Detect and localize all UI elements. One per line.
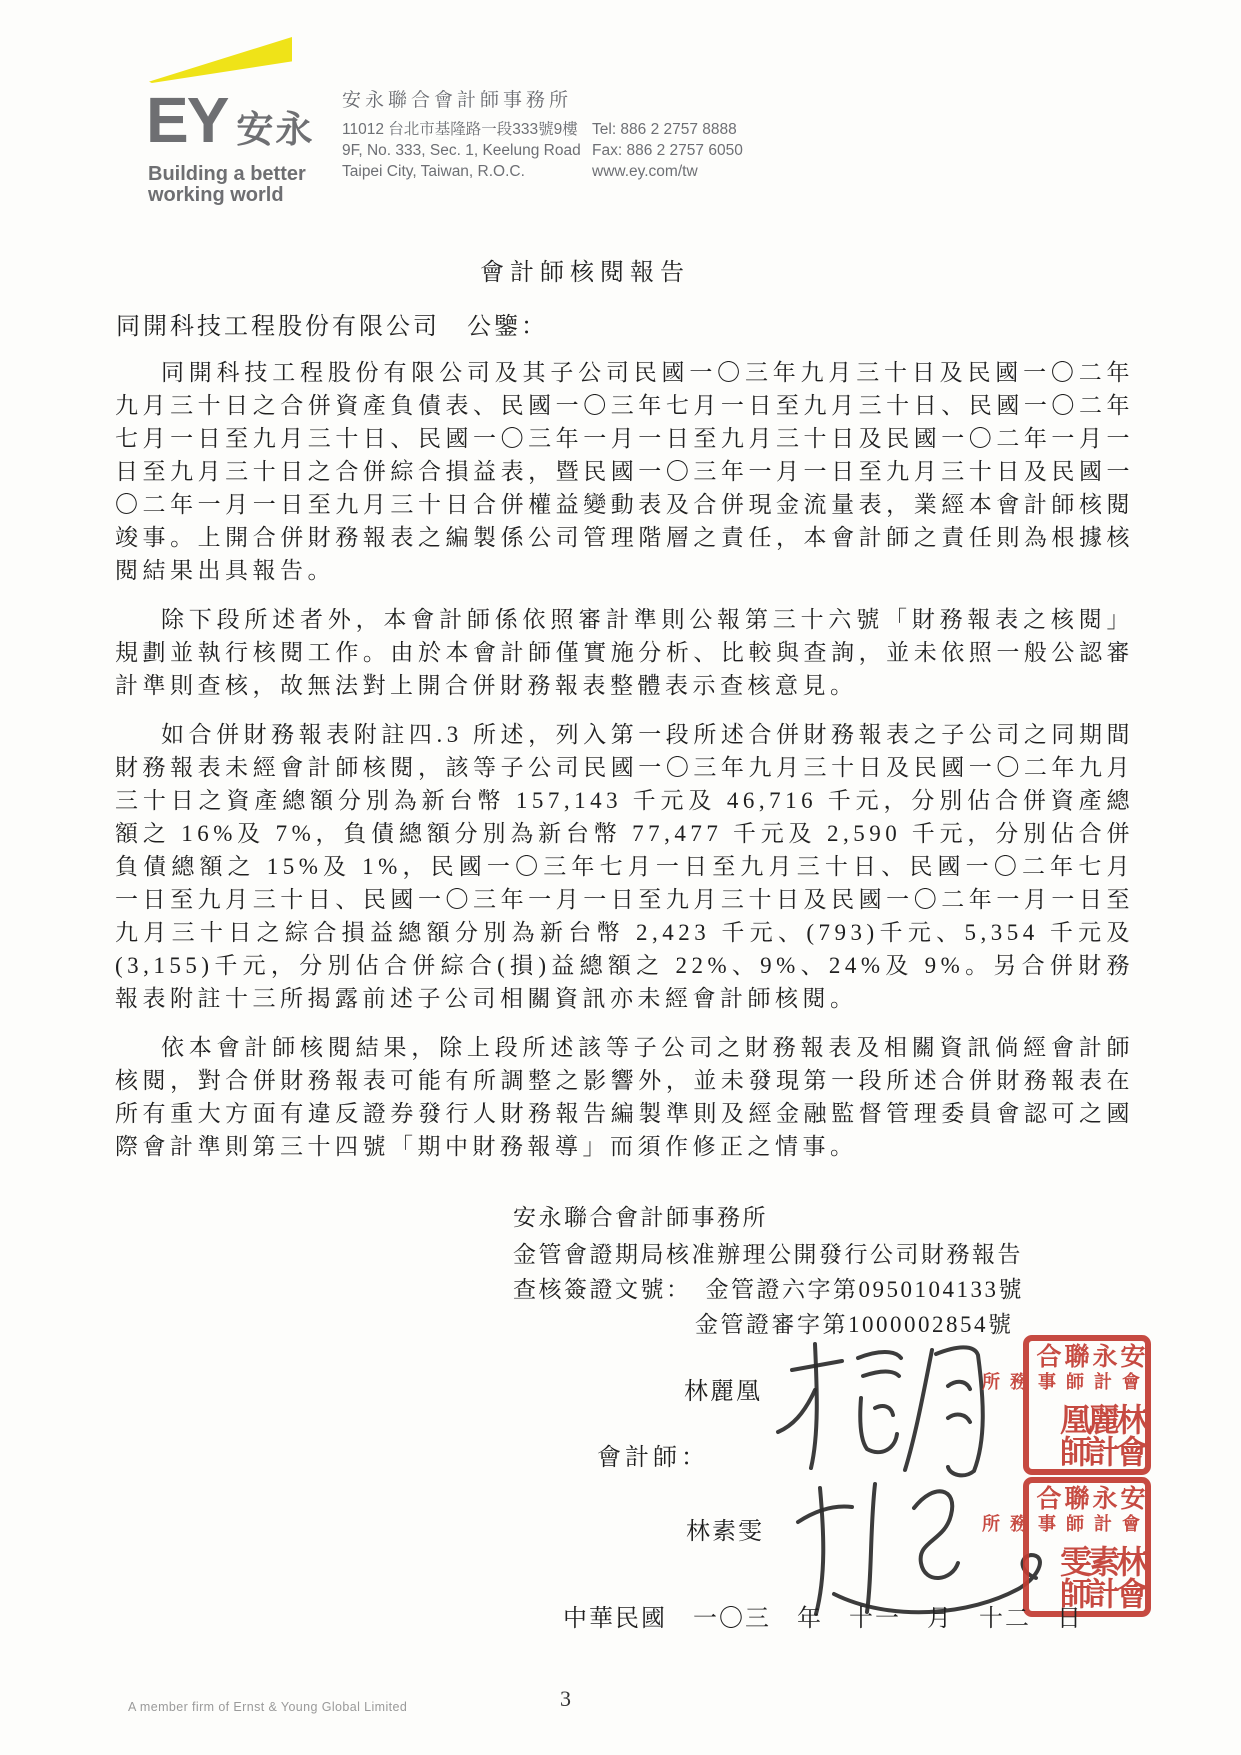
letterhead-contact [592,119,743,182]
website-line: www.ey.com/tw [592,163,698,180]
paragraph-conclusion: 依本會計師核閱結果，除上段所述該等子公司之財務報表及相關資訊倘經會計師核閱，對合併財務報表可能有所調整之影響外，並未發現第一段所述合併財務報表在所有重大方面有違反證券發行人財務報告編製準則及經金融監督管理委員會認可之國際會計準則第三十四號「期中財務報導」而須作修正之情事。 [115,1035,1134,1159]
signoff-firm-name: 安永聯合會計師事務所 [513,1205,768,1230]
member-firm-note: A member firm of Ernst & Young Global Limited [128,1700,408,1714]
addressee-line: 同開科技工程股份有限公司 公鑒： [116,314,548,340]
seal-column: 會計師事務所 [980,1513,1140,1532]
ey-beam-logo-icon [149,37,292,83]
ey-logo-text: EY [146,84,228,156]
seal-column: 會計師事務所 [980,1371,1140,1390]
report-title: 會計師核閱報告 [480,260,690,286]
report-body [115,356,1134,1179]
ey-logo-cn-text: 安永 [236,109,315,150]
seal-column: 林麗凰 [1056,1403,1148,1435]
paragraph-scope: 同開科技工程股份有限公司及其子公司民國一〇三年九月三十日及民國一〇二年九月三十日之合併資產負債表、民國一〇三年七月一日至九月三十日、民國一〇二年七月一日至九月三十日、民國一〇三年一月一日至九月三十日及民國一〇二年一月一日至九月三十日之合併綜合損益表，暨民國一〇三年一月一日至九月三十日及民國一〇二年一月一日至九月三十日合併權益變動表及合併現金流量表，業經本會計師核閱竣事。上開合併財務報表之編製係公司管理階層之責任，本會計師之責任則為根據核閱結果出具報告。 [115,360,1134,583]
cpa2-printed-name: 林素雯 [686,1519,764,1545]
letterhead-address [342,119,581,182]
approval-line-3: 金管證審字第1000002854號 [695,1312,1014,1337]
cpa1-seal [980,1335,1151,1475]
paragraph-qualification: 如合併財務報表附註四.3 所述，列入第一段所述合併財務報表之子公司之同期間財務報表未經會計師核閱，該等子公司民國一〇三年九月三十日及民國一〇二年九月三十日之資產總額分別為新台幣 157,143 千元及 46,716 千元，分別佔合併資產總額之 16%及 7%，負債總額分別為新台幣 77,477 千元及 2,590 千元，分別佔合併負債總額之 15%及 1%，民國一〇三年七月一日至九月三十日、民國一〇二年七月一日至九月三十日、民國一〇三年一月一日至九月三十日及民國一〇二年一月一日至九月三十日之綜合損益總額分別為新台幣 2,423 千元、(793)千元、5,354 千元及(3,155)千元，分別佔合併綜合(損)益總額之 22%、9%、24%及 9%。另合併財務報表附註十三所揭露前述子公司相關資訊亦未經會計師核閱。 [115,722,1134,1011]
tel-line: Tel: 886 2 2757 8888 [592,121,737,138]
address-en-line1: 9F, No. 333, Sec. 1, Keelung Road [342,142,581,159]
seal-column: 林素雯 [1056,1545,1148,1577]
ey-tagline [148,164,306,206]
letterhead-firm-name: 安永聯合會計師事務所 [342,90,573,111]
ey-tagline-line1: Building a better [148,163,306,185]
seal-column: 安永聯合 [1033,1485,1144,1510]
address-zh: 11012 台北市基隆路一段333號9樓 [342,121,578,138]
cpa-label: 會計師： [597,1445,709,1471]
cpa2-seal [980,1477,1151,1617]
cpa1-signature [762,1328,1014,1480]
cpa1-printed-name: 林麗凰 [684,1379,762,1405]
page-number: 3 [560,1686,571,1711]
seal-column: 會計師 [1056,1435,1148,1467]
seal-column: 安永聯合 [1033,1343,1144,1368]
approval-line-1: 金管會證期局核准辦理公開發行公司財務報告 [513,1242,1023,1267]
ey-tagline-line2: working world [148,184,284,206]
approval-line-2: 查核簽證文號： 金管證六字第0950104133號 [513,1277,1024,1302]
fax-line: Fax: 886 2 2757 6050 [592,142,743,159]
report-date: 中華民國 一〇三 年 十一 月 十二 日 [563,1606,1083,1632]
paragraph-basis: 除下段所述者外，本會計師係依照審計準則公報第三十六號「財務報表之核閱」規劃並執行核閱工作。由於本會計師僅實施分析、比較與查詢，並未依照一般公認審計準則查核，故無法對上開合併財務報表整體表示查核意見。 [115,607,1134,698]
seal-column: 會計師 [1056,1577,1148,1609]
address-en-line2: Taipei City, Taiwan, R.O.C. [342,163,525,180]
